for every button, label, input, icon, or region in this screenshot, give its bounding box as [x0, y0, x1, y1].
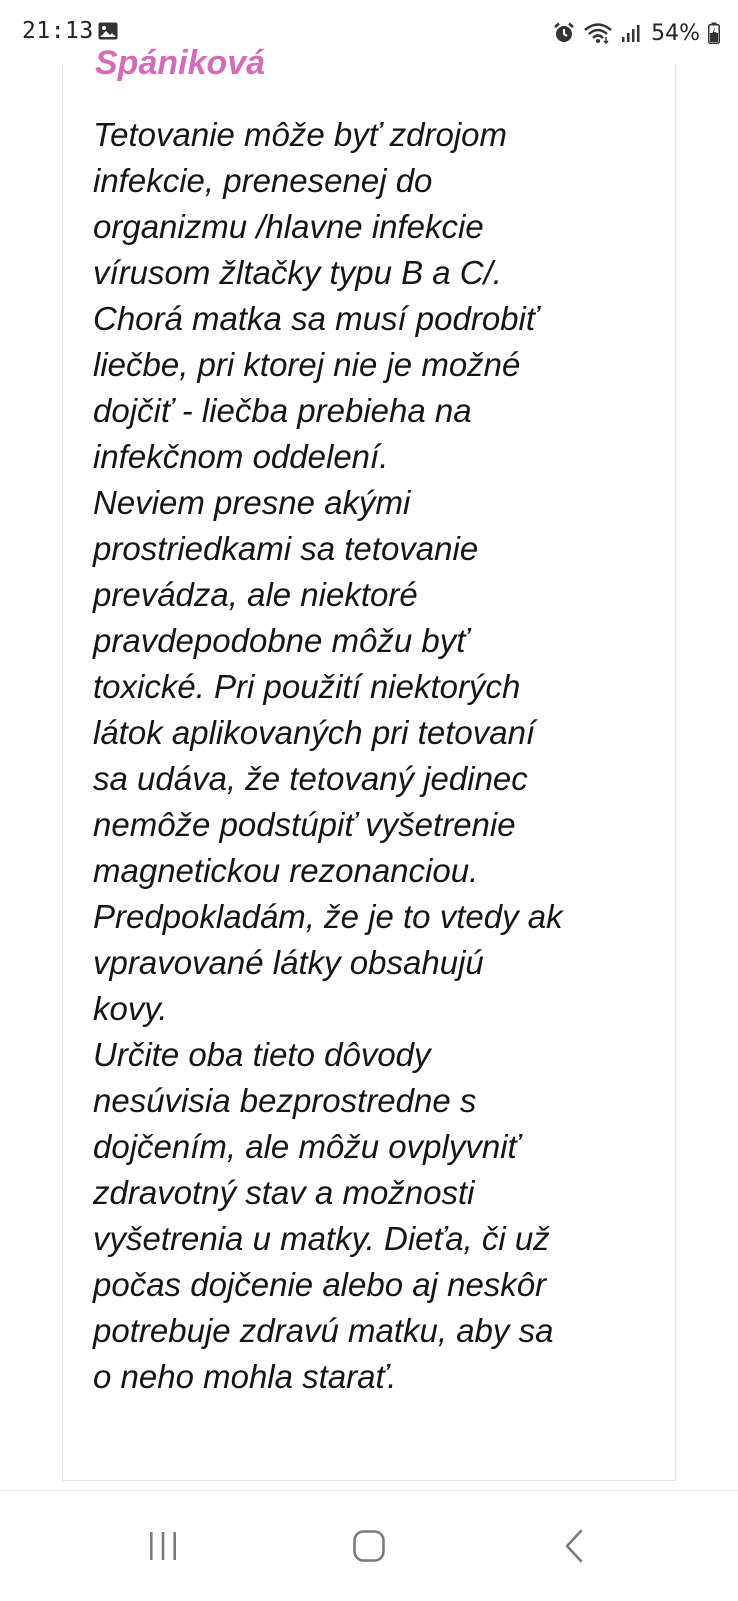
post-text-line: o neho mohla starať. — [93, 1358, 397, 1395]
navigation-bar — [0, 1490, 738, 1601]
post-text-line: vpravované látky obsahujú — [93, 944, 484, 981]
post-text-line: pravdepodobne môžu byť — [93, 622, 468, 659]
post-text-line: Chorá matka sa musí podrobiť — [93, 300, 538, 337]
post-text-line: infekčnom oddelení. — [93, 438, 389, 475]
post-text-line: Neviem presne akými — [93, 484, 411, 521]
post-text-line: potrebuje zdravú matku, aby sa — [93, 1312, 554, 1349]
home-icon — [352, 1529, 386, 1563]
post-text-line: organizmu /hlavne infekcie — [93, 208, 484, 245]
post-text-line: infekcie, prenesenej do — [93, 162, 433, 199]
battery-percent: 54% — [651, 20, 700, 46]
post-text-line: zdravotný stav a možnosti — [93, 1174, 475, 1211]
recent-apps-icon — [146, 1529, 180, 1563]
post-text-line: toxické. Pri použití niektorých — [93, 668, 521, 705]
back-icon — [558, 1529, 592, 1563]
status-time: 21:13 — [22, 18, 94, 44]
post-text-line: vyšetrenia u matky. Dieťa, či už — [93, 1220, 550, 1257]
post-text-line: dojčením, ale môžu ovplyvniť — [93, 1128, 520, 1165]
post-text-line: prostriedkami sa tetovanie — [93, 530, 479, 567]
post-text-line: sa udáva, že tetovaný jedinec — [93, 760, 528, 797]
post-text-line: nesúvisia bezprostredne s — [93, 1082, 477, 1119]
post-text-line: kovy. — [93, 990, 168, 1027]
recent-apps-button[interactable] — [103, 1491, 223, 1601]
back-button[interactable] — [515, 1491, 635, 1601]
post-text-line: magnetickou rezonanciou. — [93, 852, 479, 889]
image-icon — [98, 22, 118, 40]
battery-icon — [708, 22, 720, 44]
post-text-line: liečbe, pri ktorej nie je možné — [93, 346, 521, 383]
post-text-line: dojčiť - liečba prebieha na — [93, 392, 472, 429]
signal-icon — [621, 23, 641, 43]
post-text-line: nemôže podstúpiť vyšetrenie — [93, 806, 516, 843]
home-button[interactable] — [309, 1491, 429, 1601]
post-text-line: prevádza, ale niektoré — [93, 576, 418, 613]
post-text-line: vírusom žltačky typu B a C/. — [93, 254, 502, 291]
wifi-icon — [583, 22, 613, 44]
alarm-icon — [553, 22, 575, 44]
post-author[interactable]: Spániková — [95, 44, 266, 82]
post-text-line: Predpokladám, že je to vtedy ak — [93, 898, 563, 935]
post-text-line: Určite oba tieto dôvody — [93, 1036, 431, 1073]
post-body — [93, 112, 663, 1400]
post-text-line: látok aplikovaných pri tetovaní — [93, 714, 536, 751]
status-icons — [553, 18, 720, 48]
post-text-line: počas dojčenie alebo aj neskôr — [93, 1266, 547, 1303]
post-text-line: Tetovanie môže byť zdrojom — [93, 116, 507, 153]
